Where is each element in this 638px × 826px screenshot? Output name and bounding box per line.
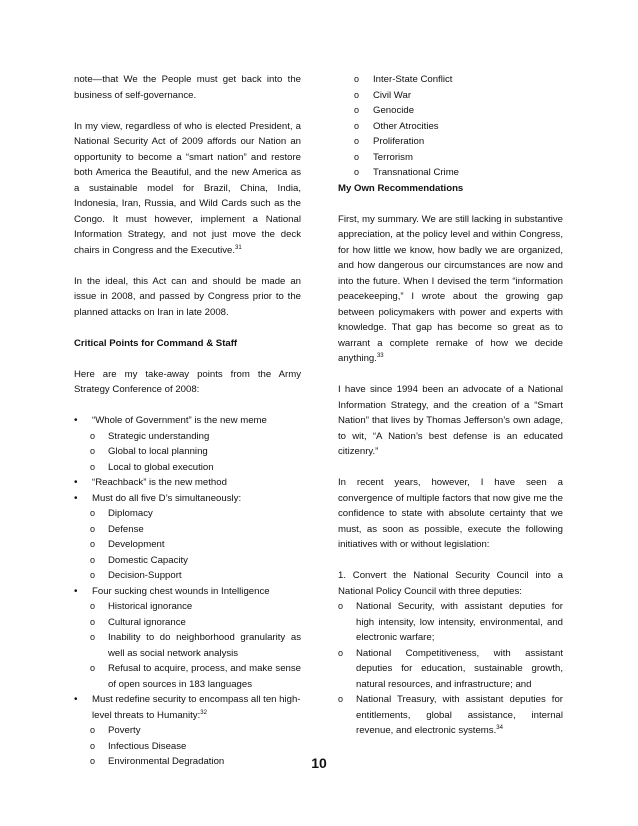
sub-bullet-item: [74, 522, 301, 538]
sub-bullet-marker: o: [90, 523, 96, 534]
bullet-marker: •: [74, 694, 78, 705]
bullet-item: [74, 491, 301, 507]
sub-bullet-text: Environmental Degradation: [108, 756, 225, 767]
left-column: [74, 72, 301, 770]
threat-item: [338, 119, 563, 135]
page-number: 10: [311, 755, 327, 771]
threat-text: Inter-State Conflict: [373, 74, 453, 85]
footnote-ref-31: 31: [235, 244, 242, 251]
sub-bullet-marker: o: [90, 570, 96, 580]
sub-bullet-text: Diplomacy: [108, 508, 153, 519]
footnote-ref-34: 34: [496, 725, 503, 731]
paragraph-smart-nation: I have since 1994 been an advocate of a National Information Strategy, and the creation of a “Smart Nation” that lives by Thomas Jefferson’s own adage, to wit, “A Nation’s best defense is an educated citizenry.”: [338, 384, 563, 457]
sub-bullet-item: [74, 429, 301, 445]
paragraph-self-governance: note—that We the People must get back into the business of self-governance.: [74, 74, 301, 101]
sub-bullet-text: Poverty: [108, 725, 141, 736]
sub-bullet-marker: o: [354, 105, 360, 115]
sub-bullet-item: [74, 444, 301, 460]
sub-bullet-text: Decision-Support: [108, 570, 182, 581]
deputy-item: [338, 599, 563, 646]
sub-bullet-marker: o: [90, 461, 96, 472]
deputy-text: National Competitiveness, with assistant deputies for education, sustainable growth, natural resources, and infrastructure; and: [356, 647, 563, 690]
bullet-marker: •: [74, 492, 78, 504]
bullet-item: [74, 584, 301, 600]
threat-text: Proliferation: [373, 136, 425, 147]
sub-bullet-marker: o: [90, 632, 96, 642]
footnote-ref-32: 32: [200, 709, 207, 716]
sub-bullet-marker: o: [338, 601, 344, 611]
sub-bullet-item: [74, 599, 301, 615]
threat-item: [338, 103, 563, 119]
paragraph-npc: 1. Convert the National Security Council into a National Policy Council with three deputies:: [338, 570, 563, 597]
sub-bullet-marker: o: [90, 508, 96, 518]
sub-bullet-marker: o: [90, 740, 96, 751]
sub-bullet-text: Local to global execution: [108, 461, 214, 473]
sub-bullet-text: Inability to do neighborhood granularity as well as social network analysis: [108, 632, 301, 659]
bullet-text: Must do all five D’s simultaneously:: [92, 492, 242, 504]
sub-bullet-marker: o: [90, 554, 96, 565]
threat-text: Terrorism: [373, 151, 413, 163]
heading-recommendations: My Own Recommendations: [338, 182, 464, 194]
threat-text: Civil War: [373, 89, 412, 101]
bullet-text: “Whole of Government” is the new meme: [92, 415, 267, 426]
sub-bullet-text: Defense: [108, 523, 144, 535]
paragraph-take-away: Here are my take-away points from the Army Strategy Conference of 2008:: [74, 368, 301, 395]
bullet-text: Four sucking chest wounds in Intelligence: [92, 585, 270, 597]
heading-critical-points: Critical Points for Command & Staff: [74, 337, 238, 349]
sub-bullet-item: [74, 615, 301, 631]
sub-bullet-marker: o: [354, 151, 360, 162]
threat-text: Transnational Crime: [373, 167, 460, 178]
sub-bullet-marker: o: [90, 601, 96, 611]
sub-bullet-text: Global to local planning: [108, 446, 208, 457]
sub-bullet-marker: o: [90, 756, 96, 766]
footnote-ref-33: 33: [376, 353, 384, 359]
sub-bullet-item: [74, 739, 301, 755]
bullet-list: [74, 413, 301, 770]
threat-item: [338, 165, 563, 181]
sub-bullet-marker: o: [90, 616, 96, 627]
bullet-marker: •: [74, 415, 78, 426]
paragraph-summary: [338, 212, 563, 367]
sub-bullet-text: Strategic understanding: [108, 430, 210, 442]
deputies-list: [338, 599, 563, 739]
deputy-item: [338, 692, 563, 739]
bullet-item: [74, 475, 301, 491]
bullet-item: [74, 413, 301, 429]
sub-bullet-item: [74, 568, 301, 584]
sub-bullet-text: Refusal to acquire, process, and make sense of open sources in 183 languages: [108, 663, 301, 690]
bullet-text: Must redefine security to encompass all ten high-level threats to Humanity:: [92, 694, 301, 721]
bullet-marker: •: [74, 477, 78, 488]
sub-bullet-marker: o: [354, 89, 360, 100]
threat-text: Other Atrocities: [373, 120, 439, 132]
paragraph-text: First, my summary. We are still lacking in substantive appreciation, at the policy level and within Congress, for how little we know, how badly we are organized, and how dangerous our circumstances are now and into the future. When I devised the term “information peacekeeping,” I wrote about the growing gap between policymakers with power and experts with knowledge. That gap has become so great as to warrant a complete remake of how we decide anything.: [338, 213, 563, 364]
paragraph-national-security-act: [74, 119, 301, 259]
sub-bullet-marker: o: [90, 446, 96, 456]
sub-bullet-marker: o: [354, 74, 360, 84]
sub-bullet-text: Domestic Capacity: [108, 554, 188, 566]
sub-bullet-text: Infectious Disease: [108, 740, 187, 752]
sub-bullet-item: [74, 661, 301, 692]
sub-bullet-marker: o: [90, 663, 96, 673]
sub-bullet-marker: o: [354, 136, 360, 146]
sub-bullet-marker: o: [338, 694, 344, 704]
sub-bullet-item: [74, 460, 301, 476]
deputy-item: [338, 646, 563, 693]
threat-list: [338, 72, 563, 181]
sub-bullet-item: [74, 723, 301, 739]
sub-bullet-marker: o: [90, 725, 96, 735]
paragraph-convergence: In recent years, however, I have seen a convergence of multiple factors that now give me the confidence to state with absolute certainty that we must, as soon as possible, execute the following initiatives with or without legislation:: [338, 477, 563, 550]
deputy-text: National Treasury, with assistant deputies for entitlements, global assistance, internal revenue, and electronic systems.: [356, 694, 563, 736]
bullet-marker: •: [74, 585, 78, 597]
sub-bullet-item: [74, 630, 301, 661]
paragraph-text: In my view, regardless of who is elected President, a National Security Act of 2009 affords our Nation an opportunity to become a “smart nation” and restore both America the Beautiful, and the new America as a sustainable model for Brazil, China, India, Indonesia, Iran, Russia, and Wild Cards such as the Congo. It must however, implement a National Information Strategy, and not just move the deck chairs in Congress and the Executive.: [74, 120, 301, 256]
deputy-text: National Security, with assistant deputies for high intensity, low intensity, environmental, and electronic warfare;: [356, 601, 563, 643]
sub-bullet-marker: o: [354, 120, 360, 131]
right-column: [338, 72, 563, 739]
sub-bullet-text: Historical ignorance: [108, 601, 193, 612]
bullet-item: [74, 692, 301, 723]
threat-item: [338, 150, 563, 166]
threat-item: [338, 72, 563, 88]
sub-bullet-item: [74, 506, 301, 522]
sub-bullet-text: Cultural ignorance: [108, 616, 186, 628]
sub-bullet-text: Development: [108, 539, 165, 550]
sub-bullet-marker: o: [90, 430, 96, 441]
threat-item: [338, 134, 563, 150]
threat-text: Genocide: [373, 105, 415, 116]
sub-bullet-item: [74, 553, 301, 569]
bullet-text: “Reachback” is the new method: [92, 477, 227, 488]
sub-bullet-marker: o: [354, 167, 360, 177]
threat-item: [338, 88, 563, 104]
sub-bullet-marker: o: [90, 539, 96, 549]
sub-bullet-marker: o: [338, 647, 344, 658]
paragraph-ideal-act: In the ideal, this Act can and should be made an issue in 2008, and passed by Congress prior to the planned attacks on Iran in late 2008.: [74, 275, 301, 318]
sub-bullet-item: [74, 537, 301, 553]
